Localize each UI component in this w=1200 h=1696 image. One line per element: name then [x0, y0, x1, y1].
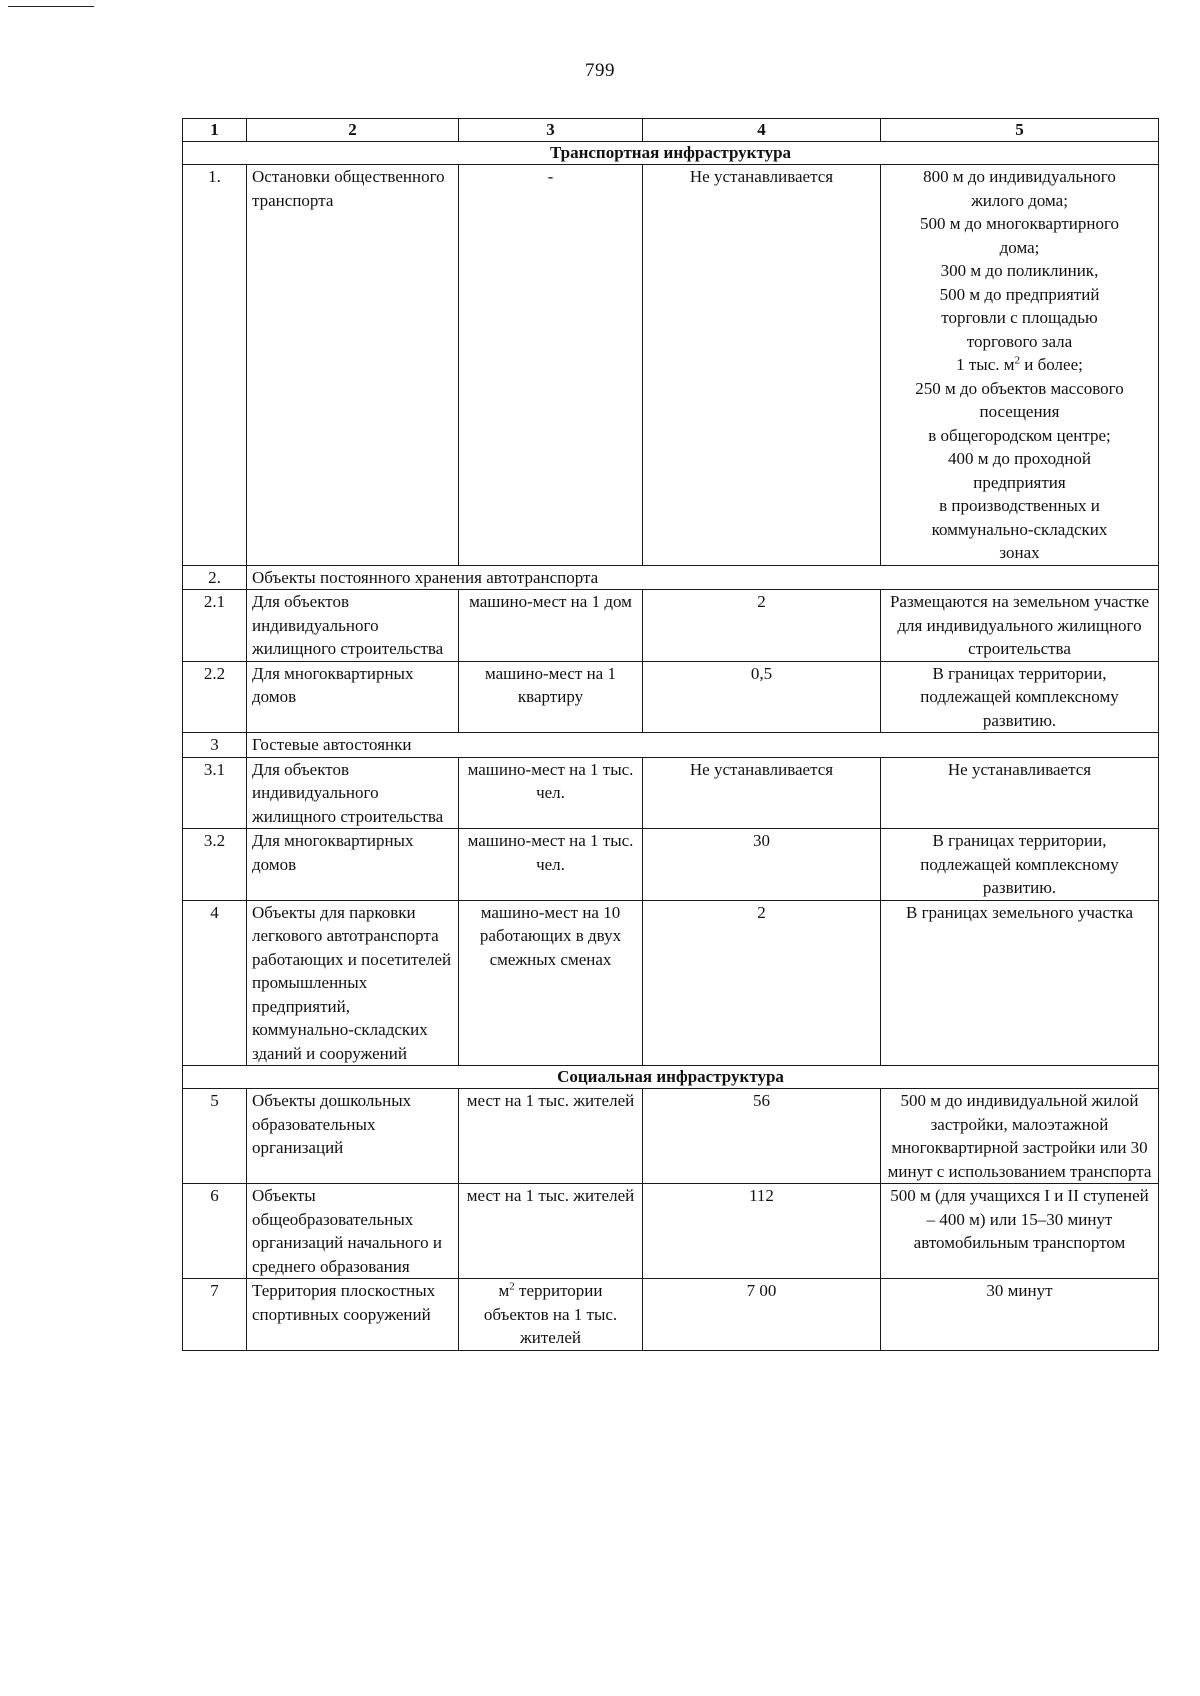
- object-name: Остановки общественного транспорта: [247, 165, 459, 566]
- access-line: посещения: [979, 402, 1060, 421]
- header-col-2: 2: [247, 119, 459, 142]
- section-transport: [183, 142, 1159, 165]
- access-line: жилого дома;: [971, 190, 1068, 210]
- value: 2: [643, 590, 881, 662]
- access-line: 250 м до объектов массового: [915, 378, 1124, 398]
- value: 0,5: [643, 661, 881, 733]
- section-title: Транспортная инфраструктура: [183, 142, 1159, 165]
- table-row: [183, 1184, 1159, 1279]
- group-title: Гостевые автостоянки: [247, 733, 1159, 758]
- accessibility: 500 м до индивидуальной жилой застройки, малоэтажной многоквартирной застройки или 30 минут с использованием транспорта: [881, 1089, 1159, 1184]
- object-name: Для многоквартирных домов: [247, 829, 459, 901]
- access-line-text: и более;: [1020, 355, 1083, 374]
- object-name: Объекты дошкольных образовательных организаций: [247, 1089, 459, 1184]
- row-number: 3.2: [183, 829, 247, 901]
- access-line: [886, 353, 1153, 377]
- access-line: 300 м до поликлиник,: [940, 261, 1099, 280]
- accessibility: Не устанавливается: [881, 757, 1159, 829]
- object-name: Объекты для парковки легкового автотранспорта работающих и посетителей промышленных предприятий, коммунально-складских зданий и сооружений: [247, 900, 459, 1066]
- accessibility: В границах земельного участка: [881, 900, 1159, 1066]
- header-col-3: 3: [459, 119, 643, 142]
- access-line: в общегородском центре;: [928, 425, 1111, 445]
- unit: машино-мест на 10 работающих в двух смежных сменах: [459, 900, 643, 1066]
- access-line: торговли с площадью: [941, 308, 1098, 327]
- row-number: 7: [183, 1279, 247, 1351]
- unit: машино-мест на 1 квартиру: [459, 661, 643, 733]
- access-line: коммунально-складских: [931, 519, 1108, 539]
- page-number: 799: [585, 60, 615, 81]
- row-number: 5: [183, 1089, 247, 1184]
- row-number: 2.: [183, 565, 247, 590]
- access-line: предприятия: [973, 472, 1066, 492]
- row-number: 2.2: [183, 661, 247, 733]
- value: 7 00: [643, 1279, 881, 1351]
- table-row: [183, 733, 1159, 758]
- access-line: 800 м до индивидуального: [923, 167, 1116, 186]
- corner-rule: [8, 6, 94, 7]
- table-row: [183, 565, 1159, 590]
- unit: машино-мест на 1 тыс. чел.: [459, 757, 643, 829]
- value: 2: [643, 900, 881, 1066]
- table-header-row: [183, 119, 1159, 142]
- header-col-5: 5: [881, 119, 1159, 142]
- value: 112: [643, 1184, 881, 1279]
- header-col-4: 4: [643, 119, 881, 142]
- table-row: [183, 900, 1159, 1066]
- table-row: [183, 661, 1159, 733]
- accessibility: В границах территории, подлежащей комплексному развитию.: [881, 661, 1159, 733]
- row-number: 1.: [183, 165, 247, 566]
- row-number: 6: [183, 1184, 247, 1279]
- value: 56: [643, 1089, 881, 1184]
- unit: машино-мест на 1 дом: [459, 590, 643, 662]
- unit: -: [459, 165, 643, 566]
- table-row: [183, 1089, 1159, 1184]
- table-row: [183, 590, 1159, 662]
- superscript: 2: [1014, 354, 1021, 367]
- value: Не устанавливается: [643, 165, 881, 566]
- table-row: [183, 1279, 1159, 1351]
- object-name: Для многоквартирных домов: [247, 661, 459, 733]
- row-number: 3.1: [183, 757, 247, 829]
- group-title: Объекты постоянного хранения автотранспорта: [247, 565, 1159, 590]
- access-line: торгового зала: [966, 331, 1073, 351]
- value: 30: [643, 829, 881, 901]
- access-line: дома;: [999, 237, 1040, 257]
- section-title: Социальная инфраструктура: [183, 1066, 1159, 1089]
- access-line: в производственных и: [939, 496, 1100, 515]
- accessibility: Размещаются на земельном участке для индивидуального жилищного строительства: [881, 590, 1159, 662]
- accessibility: В границах территории, подлежащей комплексному развитию.: [881, 829, 1159, 901]
- row-number: 3: [183, 733, 247, 758]
- row-number: 4: [183, 900, 247, 1066]
- table-row: [183, 829, 1159, 901]
- unit-text: м: [498, 1281, 510, 1300]
- value: Не устанавливается: [643, 757, 881, 829]
- object-name: Для объектов индивидуального жилищного строительства: [247, 590, 459, 662]
- row-number: 2.1: [183, 590, 247, 662]
- unit: машино-мест на 1 тыс. чел.: [459, 829, 643, 901]
- object-name: Объекты общеобразовательных организаций начального и среднего образования: [247, 1184, 459, 1279]
- accessibility: 30 минут: [881, 1279, 1159, 1351]
- accessibility: [881, 165, 1159, 566]
- header-col-1: 1: [183, 119, 247, 142]
- norms-table: [182, 118, 1159, 1351]
- table-row: [183, 757, 1159, 829]
- section-social: [183, 1066, 1159, 1089]
- access-line: 500 м до предприятий: [939, 284, 1100, 304]
- unit: мест на 1 тыс. жителей: [459, 1089, 643, 1184]
- unit: [459, 1279, 643, 1351]
- accessibility: 500 м (для учащихся I и II ступеней – 400 м) или 15–30 минут автомобильным транспортом: [881, 1184, 1159, 1279]
- object-name: Территория плоскостных спортивных сооружений: [247, 1279, 459, 1351]
- unit: мест на 1 тыс. жителей: [459, 1184, 643, 1279]
- superscript: 2: [509, 1280, 515, 1293]
- object-name: Для объектов индивидуального жилищного строительства: [247, 757, 459, 829]
- unit-text: территории объектов на 1 тыс. жителей: [483, 1281, 618, 1347]
- access-line: 400 м до проходной: [947, 449, 1092, 468]
- access-line-text: 1 тыс. м: [956, 355, 1015, 374]
- table-row: [183, 165, 1159, 566]
- access-line: зонах: [999, 543, 1040, 562]
- access-line: 500 м до многоквартирного: [919, 214, 1120, 233]
